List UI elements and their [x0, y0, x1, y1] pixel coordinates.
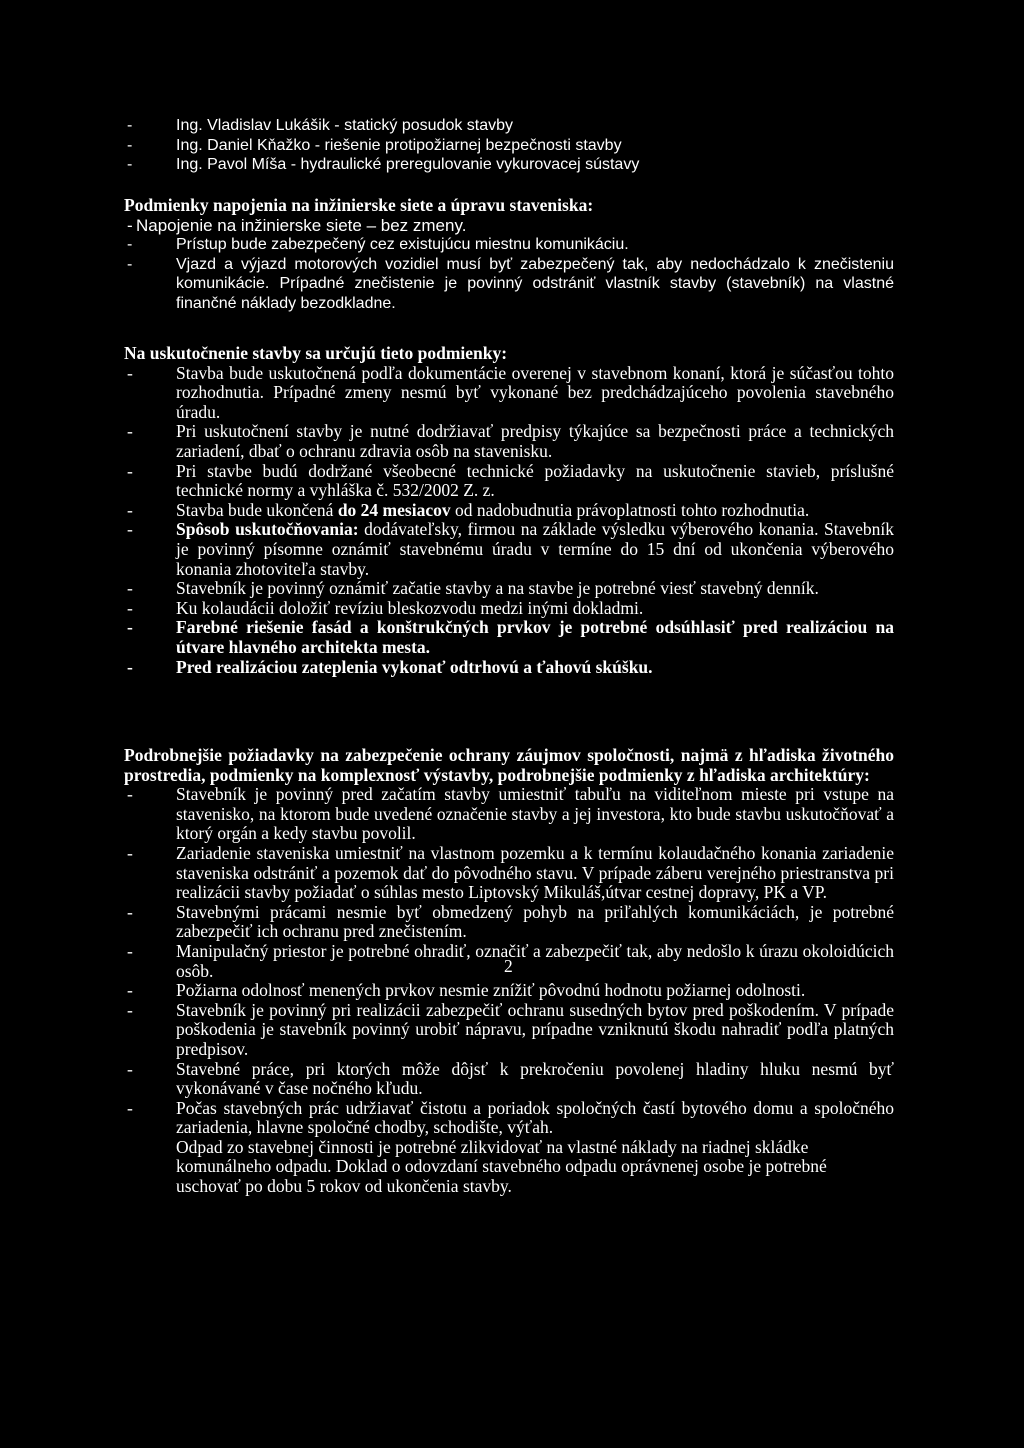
list-item: - Prístup bude zabezpečený cez existujúcu miestnu komunikáciu. — [127, 236, 629, 254]
section-heading: Podmienky napojenia na inžinierske siete a úpravu staveniska: — [124, 195, 594, 215]
list-item: - Ing. Pavol Míša - hydraulické preregulovanie vykurovacej sústavy — [127, 156, 640, 174]
list-item: - Stavebník je povinný oznámiť začatie stavby a na stavbe je potrebné viesť stavebný denník. — [127, 578, 819, 599]
list-item: - Ing. Vladislav Lukášik - statický posudok stavby — [127, 117, 514, 134]
connection-section — [124, 196, 894, 314]
list-item: - Pri uskutočnení stavby je nutné dodržiavať predpisy týkajúce sa bezpečnosti práce a technických zariadení, dbať o ochranu zdravia osôb na stavenisku. — [127, 421, 894, 461]
section-heading: Podrobnejšie požiadavky na zabezpečenie ochrany záujmov spoločnosti, najmä z hľadiska životného prostredia, podmienky na komplexnosť výstavby, podrobnejšie podmienky z hľadiska architektúry: — [124, 745, 894, 785]
consultants-list — [124, 116, 894, 175]
list-item: - Stavba bude uskutočnená podľa dokumentácie overenej v stavebnom konaní, ktorá je súčasťou tohto rozhodnutia. Prípadné zmeny nesmú byť vykonané bez predchádzajúceho povolenia stavebného úradu. — [127, 362, 894, 422]
list-item: - Ku kolaudácii doložiť revíziu bleskozvodu medzi inými dokladmi. — [127, 597, 644, 618]
list-item: - Stavebné práce, pri ktorých môže dôjsť k prekročeniu povolenej hladiny hluku nesmú byť vykonávané v čase nočného kľudu. — [127, 1058, 894, 1099]
list-item: - Stavebník je povinný pri realizácii zabezpečiť ochranu susedných bytov pred poškodením. V prípade poškodenia je stavebník povinný urobiť nápravu, prípadne vzniknutú škodu nahradiť podľa platných predpisov. — [127, 999, 894, 1059]
list-item: - Pri stavbe budú dodržané všeobecné technické požiadavky na uskutočnenie stavieb, príslušné technické normy a vyhláška č. 532/2002 Z. z. — [127, 460, 894, 501]
list-item: - Ing. Daniel Kňažko - riešenie protipožiarnej bezpečnosti stavby — [127, 136, 622, 154]
trailing-paragraph: Odpad zo stavebnej činnosti je potrebné zlikvidovať na vlastné náklady na riadnej skládke komunálneho odpadu. Doklad o odovzdaní stavebného odpadu oprávnenej osobe je potrebné uschovať po dobu 5 rokov od ukončenia stavby. — [176, 1136, 827, 1197]
conditions-section — [124, 344, 894, 677]
list-item: - Stavba bude ukončená do 24 mesiacov od nadobudnutia právoplatnosti tohto rozhodnutia. — [127, 499, 810, 520]
list-item: - Farebné riešenie fasád a konštrukčných prvkov je potrebné odsúhlasiť pred realizáciou na útvare hlavného architekta mesta. — [127, 617, 894, 657]
list-item: - Spôsob uskutočňovania: dodávateľsky, firmou na základe výsledku výberového konania. Stavebník je povinný písomne oznámiť stavebnému úradu v termíne do 15 dní od ukončenia výberového konania zhotoviteľa stavby. — [127, 519, 894, 579]
list-item: - Vjazd a výjazd motorových vozidiel musí byť zabezpečený tak, aby nedochádzalo k znečisteniu komunikácie. Prípadné znečistenie je povinný odstrániť vlastník stavby (stavebník) na vlastné finančné náklady bezodkladne. — [127, 255, 894, 312]
section-heading: Na uskutočnenie stavby sa určujú tieto podmienky: — [124, 343, 508, 363]
list-item: - Manipulačný priestor je potrebné ohradiť, označiť a zabezpečiť tak, aby nedošlo k úrazu okoloidúcich osôb. — [127, 940, 894, 981]
list-item: - Požiarna odolnosť menených prvkov nesmie znížiť pôvodnú hodnotu požiarnej odolnosti. — [127, 980, 806, 1001]
list-item: - Počas stavebných prác udržiavať čistotu a poriadok spoločných častí bytového domu a spoločného zariadenia, hlavne spoločné chodby, schodište, výťah. — [127, 1097, 894, 1138]
list-item: - Napojenie na inžinierske siete – bez zmeny. — [127, 215, 467, 235]
list-item: - Stavebnými prácami nesmie byť obmedzený pohyb na priľahlých komunikáciách, je potrebné zabezpečiť ich ochranu pred znečistením. — [127, 901, 894, 942]
list-item: - Zariadenie staveniska umiestniť na vlastnom pozemku a k termínu kolaudačného konania zariadenie staveniska odstrániť a pozemok dať do pôvodného stavu. V prípade záberu verejného priestranstva pri realizácii stavby požiadať o súhlas mesto Liptovský Mikuláš,útvar cestnej dopravy, PK a VP. — [127, 842, 894, 903]
list-item: - Stavebník je povinný pred začatím stavby umiestniť tabuľu na viditeľnom mieste pri vstupe na stavenisko, na ktorom bude uvedené označenie stavby a jej investora, kto bude stavbu uskutočňovať a ktorý orgán a kedy stavbu povolil. — [127, 784, 894, 844]
page-number: 2 — [504, 956, 513, 976]
list-item: - Pred realizáciou zateplenia vykonať odtrhovú a ťahovú skúšku. — [127, 656, 653, 677]
